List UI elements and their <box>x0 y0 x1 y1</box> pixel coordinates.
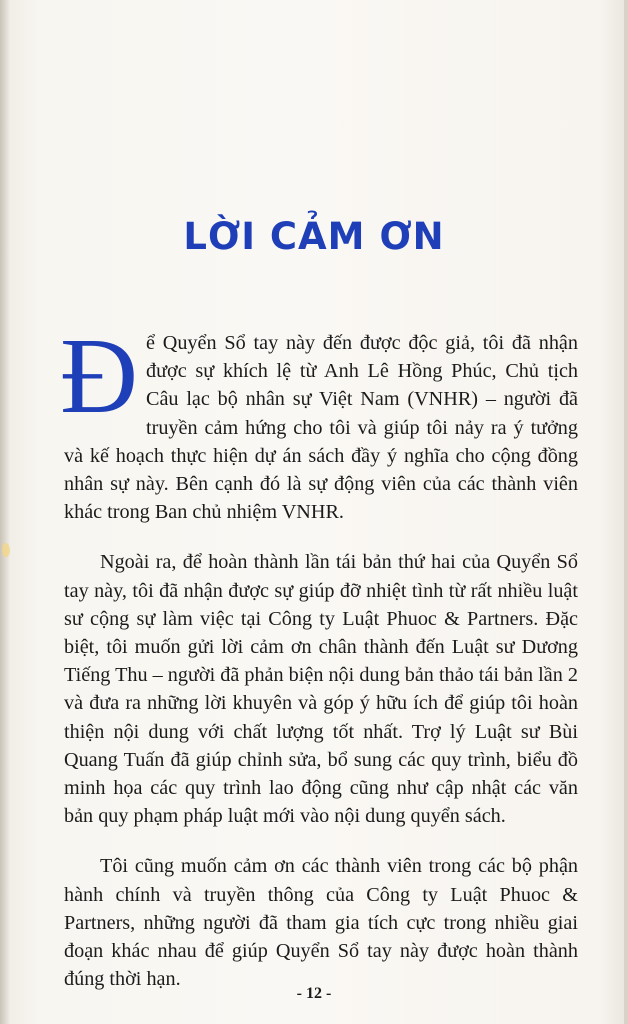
paragraph-acknowledgement-1 <box>60 317 578 526</box>
drop-cap-letter: Đ <box>60 317 138 436</box>
body-text <box>60 317 578 993</box>
page-title: LỜI CẢM ƠN <box>183 215 445 258</box>
paper-stain <box>2 543 10 557</box>
paragraph-1-text: ể Quyển Sổ tay này đến được độc giả, tôi đã nhận được sự khích lệ từ Anh Lê Hồng Phúc, Chủ tịch Câu lạc bộ nhân sự Việt Nam (VNHR) – người đã truyền cảm hứng cho tôi và giúp tôi nảy ra ý tưởng và kế hoạch thực hiện dự án sách đầy ý nghĩa cho cộng đồng nhân sự này. Bên cạnh đó là sự động viên của các thành viên khác trong Ban chủ nhiệm VNHR. <box>64 332 578 524</box>
paragraph-acknowledgement-2: Ngoài ra, để hoàn thành lần tái bản thứ hai của Quyển Sổ tay này, tôi đã nhận được sự giúp đỡ nhiệt tình từ rất nhiều luật sư cộng sự làm việc tại Công ty Luật Phuoc & Partners. Đặc biệt, tôi muốn gửi lời cảm ơn chân thành đến Luật sư Dương Tiếng Thu – người đã phản biện nội dung bản thảo tái bản lần 2 và đưa ra những lời khuyên và góp ý hữu ích để giúp tôi hoàn thiện nội dung với chất lượng tốt nhất. Trợ lý Luật sư Bùi Quang Tuấn đã giúp chỉnh sửa, bổ sung các quy trình, biểu đồ minh họa các quy trình lao động cũng như cập nhật các văn bản quy phạm pháp luật mới vào nội dung quyển sách. <box>64 551 578 828</box>
page-edge-right <box>624 0 628 1024</box>
page-edge-shadow <box>0 0 10 1024</box>
paragraph-acknowledgement-3: Tôi cũng muốn cảm ơn các thành viên trong các bộ phận hành chính và truyền thông của Công ty Luật Phuoc & Partners, những người đã tham gia tích cực trong nhiều giai đoạn khác nhau để giúp Quyển Sổ tay này được hoàn thành đúng thời hạn. <box>64 855 578 991</box>
page-number: - 12 - <box>296 985 332 1002</box>
